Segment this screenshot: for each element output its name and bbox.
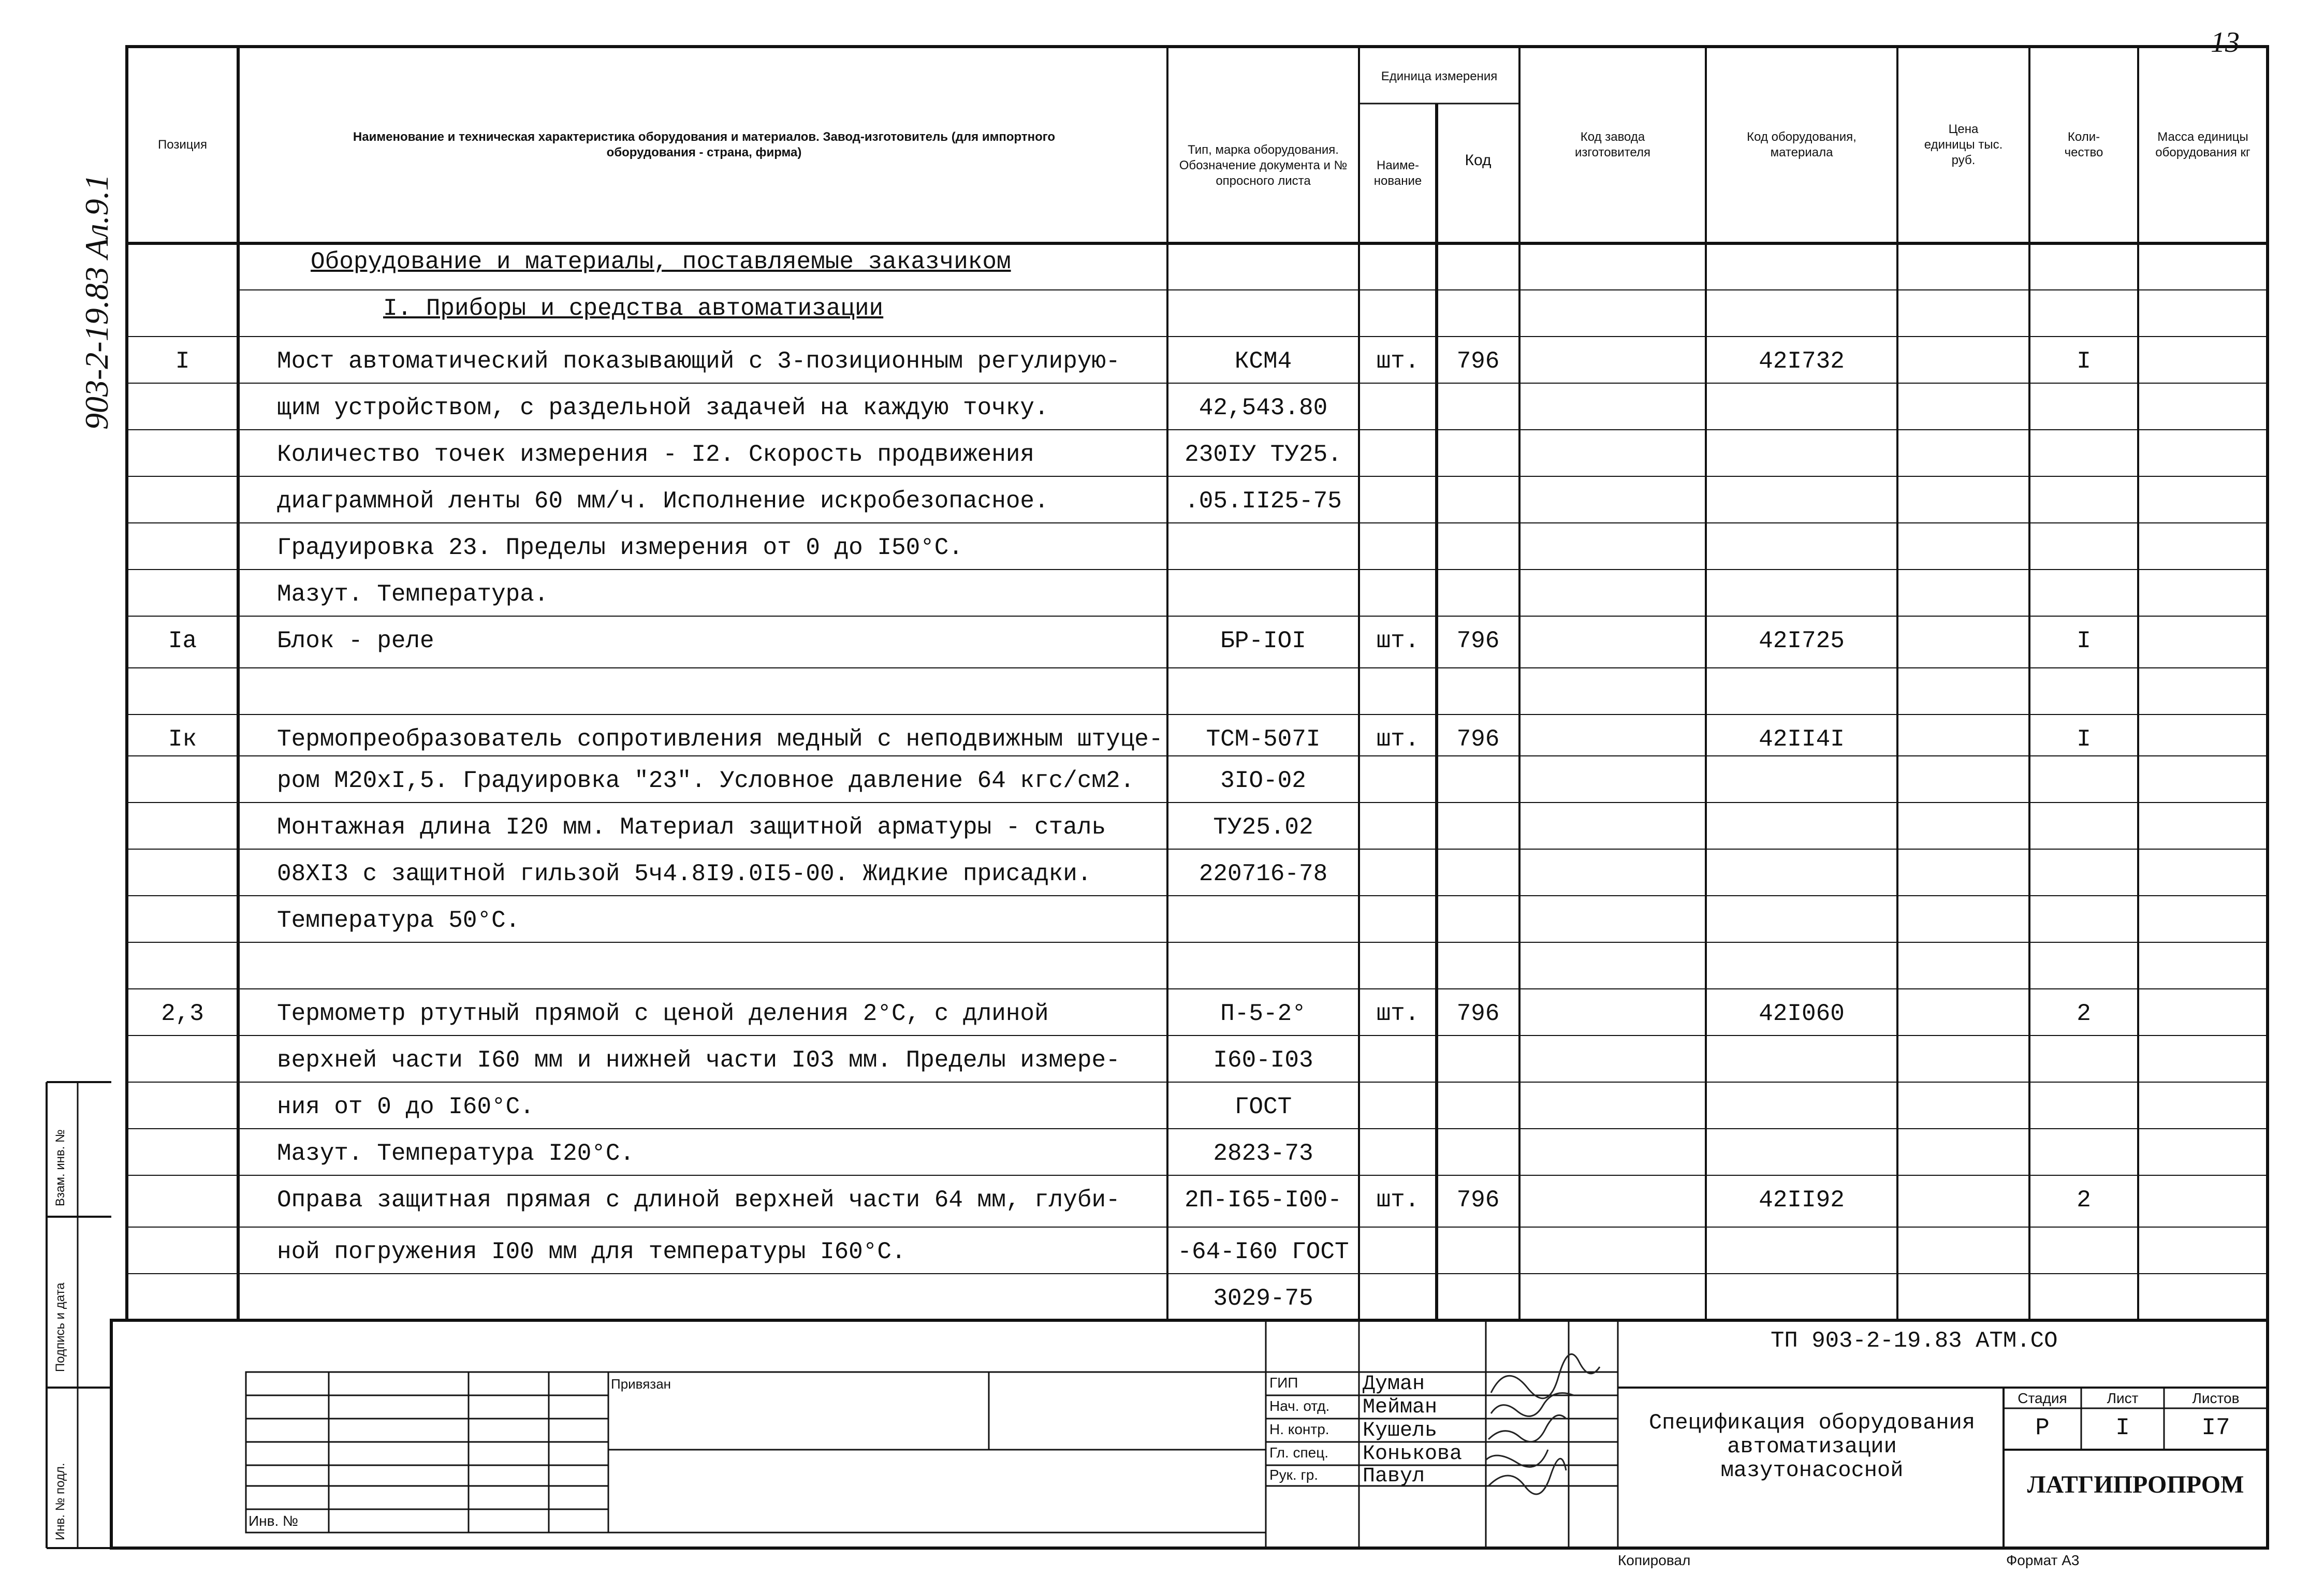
row-code: 796: [1456, 348, 1500, 375]
row-code: 796: [1456, 1000, 1500, 1027]
row-name: Термопреобразователь сопротивления медный с неподвижным штуце-: [277, 726, 1163, 753]
role-label: Нач. отд.: [1269, 1398, 1330, 1414]
row-code: 796: [1456, 1187, 1500, 1214]
row-type: ТУ25.02: [1213, 814, 1313, 841]
row-unit: шт.: [1376, 1187, 1420, 1214]
doc-code: ТП 903-2-19.83 АТМ.СО: [1771, 1328, 2058, 1354]
row-pos: Iа: [168, 628, 197, 654]
signatures: [1486, 1354, 1600, 1494]
row-type: 230IУ ТУ25.: [1185, 441, 1342, 468]
header-qty: Коли-чество: [2064, 130, 2103, 159]
row-name: Градуировка 23. Пределы измерения от 0 до I50°С.: [277, 534, 963, 561]
row-name: Мост автоматический показывающий с 3-позиционным регулирую-: [277, 348, 1120, 375]
row-type: ТСМ-507I: [1206, 726, 1321, 753]
row-type: I60-I03: [1213, 1047, 1313, 1074]
role-name: Думан: [1363, 1373, 1425, 1396]
header-position: Позиция: [158, 138, 207, 152]
role-name: Конькова: [1363, 1442, 1463, 1466]
role-name: Кушель: [1363, 1419, 1438, 1442]
header-unit-code: Код: [1465, 152, 1492, 169]
row-qty: I: [2077, 726, 2091, 753]
row-type: 3IО-02: [1220, 767, 1306, 794]
row-unit: шт.: [1376, 348, 1420, 375]
row-name: ния от 0 до I60°С.: [277, 1093, 534, 1120]
header-type: Тип, марка оборудования. Обозначение документа и № опросного листа: [1179, 143, 1348, 188]
row-code: 796: [1456, 726, 1500, 753]
row-name: верхней части I60 мм и нижней части I03 мм. Пределы измере-: [277, 1047, 1120, 1074]
header-mass: Масса единицы оборудования кг: [2155, 130, 2250, 159]
row-type: 2823-73: [1213, 1140, 1313, 1167]
sheets-value: I7: [2201, 1414, 2230, 1441]
row-type: ГОСТ: [1234, 1093, 1292, 1120]
role-label: Н. контр.: [1269, 1421, 1329, 1437]
row-equip: 42I060: [1759, 1000, 1845, 1027]
row-name: ром М20хI,5. Градуировка "23". Условное давление 64 кгс/см2.: [277, 767, 1135, 794]
row-name: Блок - реле: [277, 628, 434, 654]
side-code: 903-2-19.83 Ал.9.1: [78, 174, 115, 430]
row-qty: I: [2077, 628, 2091, 654]
row-type: 42,543.80: [1198, 395, 1328, 421]
role-label: Гл. спец.: [1269, 1445, 1329, 1461]
vzam-label: Взам. инв. №: [53, 1129, 67, 1206]
org-name: ЛАТГИПРОПРОМ: [2027, 1471, 2244, 1498]
section-title: Оборудование и материалы, поставляемые заказчиком: [311, 249, 1011, 275]
row-type: .05.II25-75: [1185, 488, 1342, 515]
sheets-label: Листов: [2192, 1390, 2240, 1406]
row-type: БР-IОI: [1220, 628, 1306, 654]
row-pos: I: [175, 348, 190, 375]
row-type: -64-I60 ГОСТ: [1177, 1238, 1349, 1265]
row-qty: 2: [2077, 1187, 2091, 1214]
stage-value: Р: [2035, 1414, 2050, 1441]
row-equip: 42I725: [1759, 628, 1845, 654]
role-name: Мейман: [1363, 1396, 1438, 1419]
row-name: Количество точек измерения - I2. Скорость продвижения: [277, 441, 1035, 468]
row-pos: Iк: [168, 726, 197, 753]
header-price: Цена единицы тыс. руб.: [1924, 122, 2003, 167]
row-name: Монтажная длина I20 мм. Материал защитной арматуры - сталь: [277, 814, 1106, 841]
doc-title: Спецификация оборудования автоматизации мазутонасосной: [1648, 1410, 1976, 1483]
row-qty: 2: [2077, 1000, 2091, 1027]
row-name: Оправа защитная прямая с длиной верхней части 64 мм, глуби-: [277, 1187, 1120, 1214]
role-name: Павул: [1363, 1465, 1425, 1488]
row-code: 796: [1456, 628, 1500, 654]
row-type: 220716-78: [1198, 860, 1328, 887]
header-unit-group: Единица измерения: [1381, 69, 1498, 83]
sheet-value: I: [2115, 1414, 2130, 1441]
row-unit: шт.: [1376, 1000, 1420, 1027]
row-name: Термометр ртутный прямой с ценой деления 2°С, с длиной: [277, 1000, 1049, 1027]
podpis-label: Подпись и дата: [53, 1282, 67, 1372]
inv-no-label: Инв. №: [249, 1513, 299, 1529]
row-name: Мазут. Температура.: [277, 581, 549, 608]
row-name: Температура 50°С.: [277, 907, 520, 934]
header-name: Наименование и техническая характеристика оборудования и материалов. Завод-изготовитель (для импортного оборудования - страна, фирма): [353, 130, 1056, 159]
row-unit: шт.: [1376, 726, 1420, 753]
row-equip: 42II4I: [1759, 726, 1845, 753]
header-unit-name: Наиме-нование: [1373, 158, 1422, 188]
header-plant-code: Код завода изготовителя: [1575, 130, 1650, 159]
subsection-title: I. Приборы и средства автоматизации: [383, 295, 884, 322]
format-label: Формат А3: [2006, 1552, 2080, 1568]
row-type: 2П-I65-I00-: [1185, 1187, 1342, 1214]
row-unit: шт.: [1376, 628, 1420, 654]
row-qty: I: [2077, 348, 2091, 375]
role-label: ГИП: [1269, 1375, 1298, 1391]
row-name: щим устройством, с раздельной задачей на каждую точку.: [277, 395, 1049, 421]
row-name: Мазут. Температура I20°С.: [277, 1140, 635, 1167]
row-equip: 42I732: [1759, 348, 1845, 375]
privyazan-label: Привязан: [611, 1376, 671, 1392]
sheet-label: Лист: [2107, 1390, 2139, 1406]
row-type: КСМ4: [1234, 348, 1292, 375]
header-equip-code: Код оборудования, материала: [1747, 130, 1857, 159]
row-pos: 2,3: [161, 1000, 204, 1027]
row-name: ной погружения I00 мм для температуры I60°С.: [277, 1238, 906, 1265]
role-label: Рук. гр.: [1269, 1467, 1319, 1483]
row-type: 3029-75: [1213, 1285, 1313, 1312]
inv-podl-label: Инв. № подл.: [53, 1463, 67, 1540]
row-type: П-5-2°: [1220, 1000, 1306, 1027]
page-number: 13: [2211, 26, 2240, 59]
row-equip: 42II92: [1759, 1187, 1845, 1214]
stage-label: Стадия: [2018, 1390, 2067, 1406]
kopiroval-label: Копировал: [1618, 1552, 1691, 1568]
row-name: 08ХI3 с защитной гильзой 5ч4.8I9.0I5-00. Жидкие присадки.: [277, 860, 1092, 887]
row-name: диаграммной ленты 60 мм/ч. Исполнение искробезопасное.: [277, 488, 1049, 515]
